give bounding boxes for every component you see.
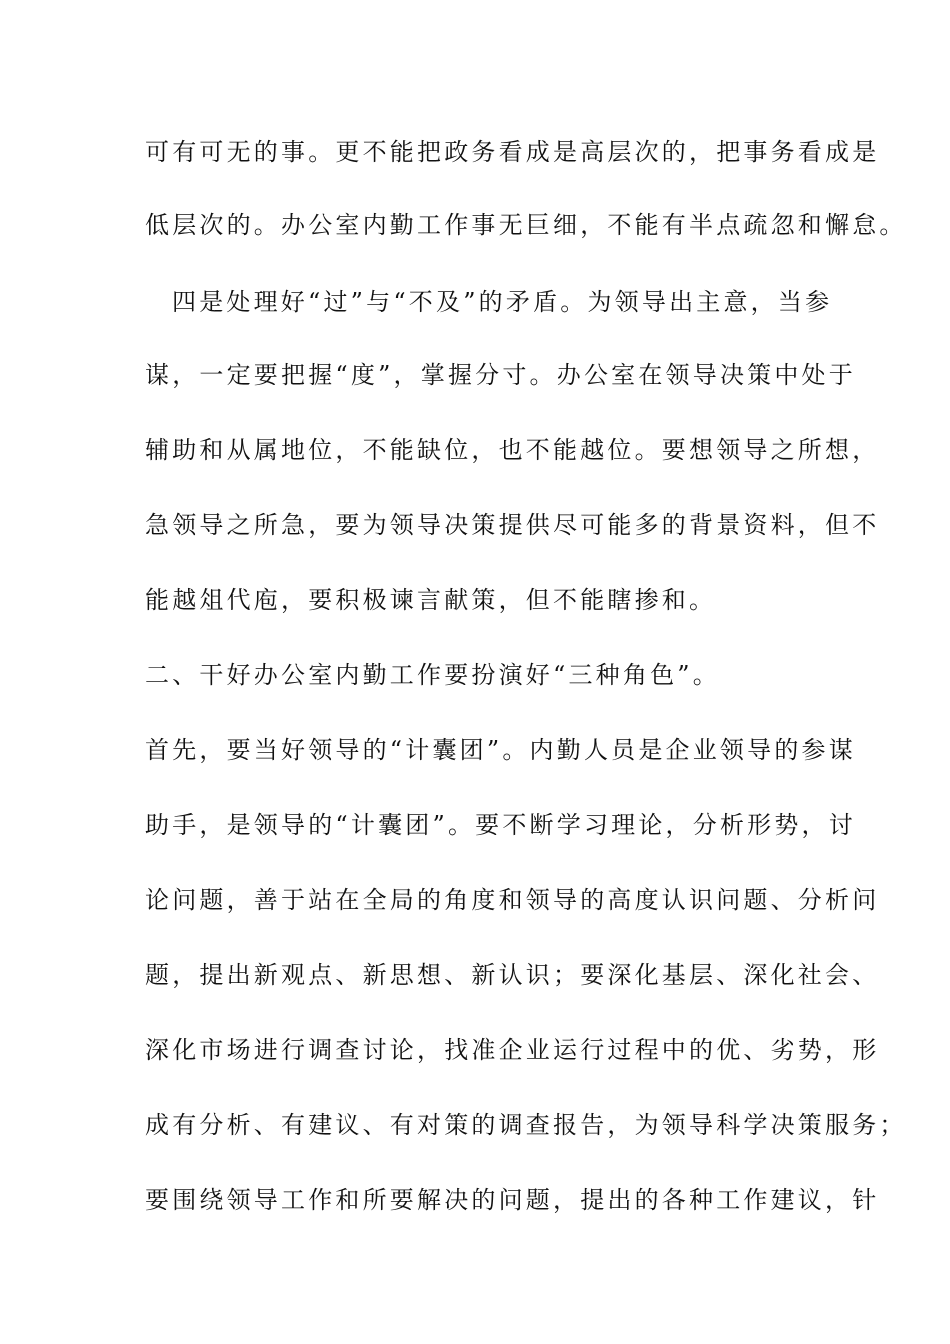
text-line-14: 成有分析、有建议、有对策的调查报告，为领导科学决策服务； xyxy=(145,1111,907,1139)
text-line-4: 谋，一定要把握“度”，掌握分寸。办公室在领导决策中处于 xyxy=(145,361,856,389)
text-line-11: 论问题，善于站在全局的角度和领导的高度认识问题、分析问 xyxy=(145,886,880,914)
text-line-6: 急领导之所急，要为领导决策提供尽可能多的背景资料，但不 xyxy=(145,511,880,539)
text-line-12: 题，提出新观点、新思想、新认识；要深化基层、深化社会、 xyxy=(145,961,880,989)
section-heading: 二、干好办公室内勤工作要扮演好“三种角色”。 xyxy=(145,661,720,689)
text-line-10: 助手，是领导的“计囊团”。要不断学习理论，分析形势，讨 xyxy=(145,811,856,839)
text-line-2: 低层次的。办公室内勤工作事无巨细，不能有半点疏忽和懈怠。 xyxy=(145,211,907,239)
text-line-13: 深化市场进行调查讨论，找准企业运行过程中的优、劣势，形 xyxy=(145,1036,880,1064)
paragraph-4-start-line: 四是处理好“过”与“不及”的矛盾。为领导出主意，当参 xyxy=(172,288,833,316)
text-line-7: 能越俎代庖，要积极谏言献策，但不能瞎掺和。 xyxy=(145,586,717,614)
text-line-1: 可有可无的事。更不能把政务看成是高层次的，把事务看成是 xyxy=(145,138,880,166)
text-line-5: 辅助和从属地位，不能缺位，也不能越位。要想领导之所想， xyxy=(145,436,880,464)
text-line-9: 首先，要当好领导的“计囊团”。内勤人员是企业领导的参谋 xyxy=(145,736,856,764)
text-line-15: 要围绕领导工作和所要解决的问题，提出的各种工作建议，针 xyxy=(145,1186,880,1214)
